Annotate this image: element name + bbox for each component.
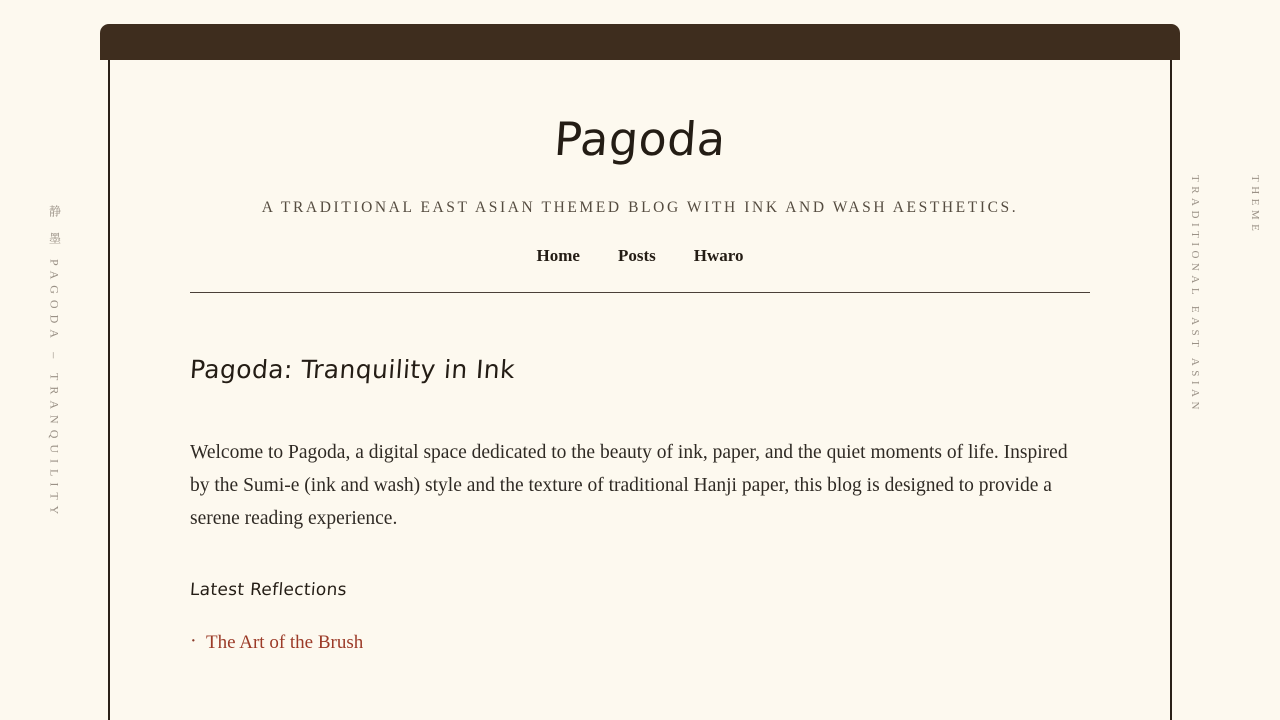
left-vertical-rail (0, 0, 100, 720)
nav-item-posts[interactable]: Posts (617, 246, 656, 265)
post-list (190, 632, 1090, 654)
section-title-latest-reflections: Latest Reflections (189, 580, 348, 600)
site-title: Pagoda (552, 112, 728, 166)
browser-window (100, 24, 1180, 720)
site-tagline: A TRADITIONAL EAST ASIAN THEMED BLOG WITH INK AND WASH AESTHETICS. (261, 199, 1019, 216)
window-titlebar[interactable] (100, 24, 1180, 60)
main-navigation (110, 246, 1170, 266)
nav-item-home[interactable]: Home (536, 246, 580, 265)
nav-item-hwaro[interactable]: Hwaro (693, 246, 744, 265)
list-item (190, 632, 1090, 654)
right-vertical-rail (1180, 0, 1280, 720)
page-title: Pagoda: Tranquility in Ink (188, 355, 516, 384)
right-rail-label-primary: TRADITIONAL EAST ASIAN (1189, 175, 1201, 414)
main-content (190, 293, 1090, 654)
post-link-the-art-of-the-brush[interactable]: The Art of the Brush (206, 632, 364, 653)
right-rail-label-secondary: THEME (1249, 175, 1261, 236)
intro-paragraph: Welcome to Pagoda, a digital space dedicated to the beauty of ink, paper, and the quiet moments of life. Inspired by the Sumi-e (ink and wash) style and the texture of traditional Hanji paper, this blog is designed to provide a serene reading experience. (190, 442, 1068, 529)
left-rail-label: 静 墨 PAGODA – TRANQUILITY (47, 205, 62, 521)
site-header (110, 60, 1170, 293)
page-content-area (108, 60, 1172, 720)
